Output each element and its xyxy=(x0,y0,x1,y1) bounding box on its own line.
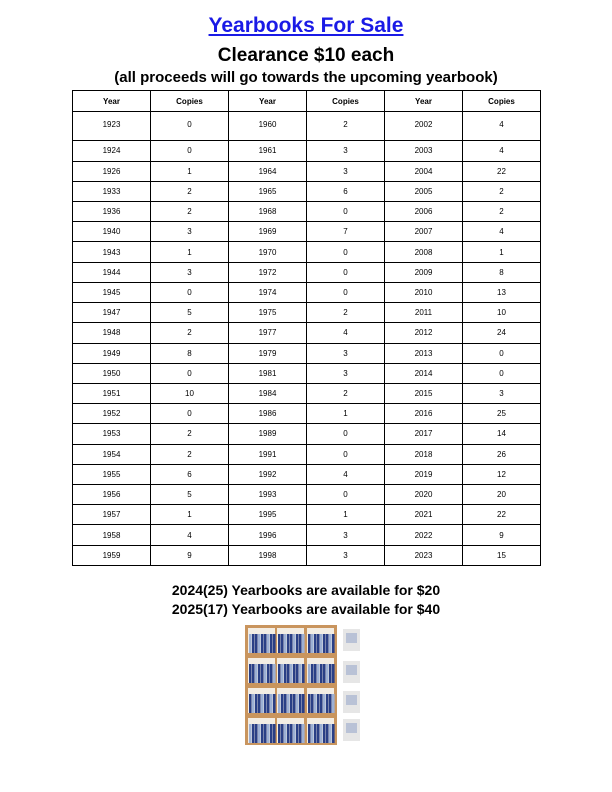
yearbook-spine xyxy=(314,694,317,713)
year-cell: 2022 xyxy=(385,525,463,545)
yearbook-spine xyxy=(290,664,293,683)
copies-cell: 0 xyxy=(151,363,229,383)
copies-cell: 7 xyxy=(307,222,385,242)
yearbook-spine xyxy=(329,664,332,683)
year-cell: 1984 xyxy=(229,383,307,403)
copies-cell: 9 xyxy=(151,545,229,565)
column-header-year-3: Year xyxy=(385,91,463,112)
copies-cell: 5 xyxy=(151,303,229,323)
yearbook-spine xyxy=(281,664,284,683)
year-cell: 1977 xyxy=(229,323,307,343)
yearbook-spine xyxy=(278,694,281,713)
copies-cell: 10 xyxy=(463,303,541,323)
year-cell: 1965 xyxy=(229,181,307,201)
column-header-copies-2: Copies xyxy=(307,91,385,112)
year-cell: 1970 xyxy=(229,242,307,262)
copies-cell: 3 xyxy=(151,262,229,282)
yearbook-spine xyxy=(258,634,261,653)
yearbook-spine xyxy=(281,634,284,653)
yearbook-spine xyxy=(311,694,314,713)
year-cell: 1950 xyxy=(73,363,151,383)
copies-cell: 4 xyxy=(463,222,541,242)
yearbook-spine xyxy=(249,634,252,653)
copies-cell: 4 xyxy=(151,525,229,545)
yearbook-spine xyxy=(290,694,293,713)
year-cell: 1957 xyxy=(73,505,151,525)
yearbook-spine xyxy=(252,724,255,743)
table-row xyxy=(73,545,541,565)
yearbook-spine xyxy=(270,634,273,653)
year-cell: 1960 xyxy=(229,112,307,141)
table-row xyxy=(73,383,541,403)
copies-cell: 4 xyxy=(307,323,385,343)
yearbook-spine xyxy=(332,634,335,653)
yearbook-spine xyxy=(264,634,267,653)
yearbook-spine xyxy=(255,694,258,713)
copies-cell: 0 xyxy=(307,282,385,302)
yearbook-spine xyxy=(326,664,329,683)
table-row xyxy=(73,112,541,141)
year-cell: 1981 xyxy=(229,363,307,383)
table-header-row xyxy=(73,91,541,112)
copies-cell: 2 xyxy=(151,201,229,221)
year-cell: 1979 xyxy=(229,343,307,363)
yearbook-spine xyxy=(302,724,305,743)
year-cell: 1989 xyxy=(229,424,307,444)
yearbook-spine xyxy=(287,634,290,653)
year-cell: 1958 xyxy=(73,525,151,545)
copies-cell: 1 xyxy=(151,505,229,525)
year-cell: 1953 xyxy=(73,424,151,444)
copies-cell: 8 xyxy=(151,343,229,363)
year-cell: 2003 xyxy=(385,141,463,161)
proceeds-note: (all proceeds will go towards the upcoming yearbook) xyxy=(114,69,498,86)
yearbook-spine xyxy=(326,724,329,743)
year-cell: 1964 xyxy=(229,161,307,181)
copies-cell: 6 xyxy=(151,464,229,484)
yearbook-spine xyxy=(296,634,299,653)
copies-cell: 8 xyxy=(463,262,541,282)
year-cell: 1933 xyxy=(73,181,151,201)
column-header-copies-3: Copies xyxy=(463,91,541,112)
yearbook-spine xyxy=(332,694,335,713)
table-row xyxy=(73,444,541,464)
year-cell: 1936 xyxy=(73,201,151,221)
copies-cell: 2 xyxy=(463,201,541,221)
year-cell: 1948 xyxy=(73,323,151,343)
copies-cell: 0 xyxy=(463,363,541,383)
yearbook-spine xyxy=(267,634,270,653)
yearbook-spine xyxy=(255,634,258,653)
year-cell: 1959 xyxy=(73,545,151,565)
yearbook-spine xyxy=(284,694,287,713)
yearbook-spine xyxy=(261,724,264,743)
copies-cell: 3 xyxy=(307,161,385,181)
copies-cell: 1 xyxy=(463,242,541,262)
copies-cell: 4 xyxy=(463,112,541,141)
yearbook-spine xyxy=(320,634,323,653)
yearbook-spine xyxy=(290,724,293,743)
column-header-year-2: Year xyxy=(229,91,307,112)
yearbook-inventory-table xyxy=(72,90,541,566)
yearbook-cover-art xyxy=(346,665,357,675)
copies-cell: 0 xyxy=(463,343,541,363)
yearbook-spine xyxy=(258,694,261,713)
copies-cell: 0 xyxy=(307,201,385,221)
yearbook-spine xyxy=(323,664,326,683)
yearbook-spine xyxy=(264,694,267,713)
yearbook-spine xyxy=(258,724,261,743)
copies-cell: 12 xyxy=(463,464,541,484)
yearbook-cover-art xyxy=(346,633,357,643)
year-cell: 1947 xyxy=(73,303,151,323)
yearbook-spine xyxy=(255,664,258,683)
copies-cell: 2 xyxy=(307,303,385,323)
year-cell: 2016 xyxy=(385,404,463,424)
table-row xyxy=(73,242,541,262)
copies-cell: 6 xyxy=(307,181,385,201)
yearbook-spine xyxy=(278,724,281,743)
copies-cell: 3 xyxy=(463,383,541,403)
yearbook-spine xyxy=(326,694,329,713)
year-cell: 2011 xyxy=(385,303,463,323)
table-row xyxy=(73,404,541,424)
copies-cell: 1 xyxy=(151,242,229,262)
copies-cell: 20 xyxy=(463,485,541,505)
copies-cell: 1 xyxy=(151,161,229,181)
yearbook-spine xyxy=(329,634,332,653)
yearbook-spine xyxy=(293,694,296,713)
yearbook-spine xyxy=(264,724,267,743)
yearbook-spine xyxy=(308,694,311,713)
clearance-price: Clearance $10 each xyxy=(217,45,395,66)
year-cell: 2018 xyxy=(385,444,463,464)
yearbook-spine xyxy=(281,724,284,743)
table-row xyxy=(73,343,541,363)
yearbook-spine xyxy=(249,664,252,683)
copies-cell: 3 xyxy=(307,363,385,383)
copies-cell: 2 xyxy=(307,112,385,141)
copies-cell: 22 xyxy=(463,161,541,181)
table-row xyxy=(73,464,541,484)
table-row xyxy=(73,161,541,181)
yearbook-spine xyxy=(332,664,335,683)
table-row xyxy=(73,525,541,545)
copies-cell: 0 xyxy=(151,112,229,141)
yearbook-spine xyxy=(270,664,273,683)
yearbook-spine xyxy=(273,694,276,713)
yearbook-spine xyxy=(293,634,296,653)
yearbook-spine xyxy=(320,724,323,743)
year-cell: 2023 xyxy=(385,545,463,565)
table-row xyxy=(73,222,541,242)
copies-cell: 22 xyxy=(463,505,541,525)
copies-cell: 2 xyxy=(463,181,541,201)
year-cell: 1991 xyxy=(229,444,307,464)
year-cell: 1944 xyxy=(73,262,151,282)
yearbook-spine xyxy=(311,634,314,653)
year-cell: 2012 xyxy=(385,323,463,343)
year-cell: 1986 xyxy=(229,404,307,424)
year-cell: 1969 xyxy=(229,222,307,242)
table-row xyxy=(73,201,541,221)
column-header-copies-1: Copies xyxy=(151,91,229,112)
year-cell: 1926 xyxy=(73,161,151,181)
copies-cell: 4 xyxy=(463,141,541,161)
year-cell: 1954 xyxy=(73,444,151,464)
yearbook-spine xyxy=(264,664,267,683)
copies-cell: 13 xyxy=(463,282,541,302)
year-cell: 2008 xyxy=(385,242,463,262)
page-title[interactable]: Yearbooks For Sale xyxy=(208,14,404,37)
year-cell: 1949 xyxy=(73,343,151,363)
year-cell: 2017 xyxy=(385,424,463,444)
table-row xyxy=(73,424,541,444)
yearbook-spine xyxy=(326,634,329,653)
yearbook-spine xyxy=(308,634,311,653)
copies-cell: 1 xyxy=(307,404,385,424)
copies-cell: 4 xyxy=(307,464,385,484)
yearbook-spine xyxy=(320,694,323,713)
copies-cell: 2 xyxy=(307,383,385,403)
yearbook-spine xyxy=(323,724,326,743)
table-row xyxy=(73,323,541,343)
copies-cell: 0 xyxy=(307,242,385,262)
yearbook-spine xyxy=(302,634,305,653)
year-cell: 2010 xyxy=(385,282,463,302)
copies-cell: 1 xyxy=(307,505,385,525)
year-cell: 2013 xyxy=(385,343,463,363)
year-cell: 1975 xyxy=(229,303,307,323)
yearbook-spine xyxy=(323,634,326,653)
copies-cell: 0 xyxy=(151,141,229,161)
yearbook-spine xyxy=(267,694,270,713)
yearbook-spine xyxy=(308,664,311,683)
year-cell: 1995 xyxy=(229,505,307,525)
year-cell: 1993 xyxy=(229,485,307,505)
yearbook-cover-art xyxy=(346,723,357,733)
yearbook-spine xyxy=(249,694,252,713)
yearbook-spine xyxy=(261,634,264,653)
yearbook-spine xyxy=(255,724,258,743)
table-row xyxy=(73,282,541,302)
yearbook-spine xyxy=(314,724,317,743)
yearbook-spine xyxy=(317,634,320,653)
yearbook-cover-art xyxy=(346,695,357,705)
copies-cell: 24 xyxy=(463,323,541,343)
yearbook-spine xyxy=(258,664,261,683)
copies-cell: 0 xyxy=(307,424,385,444)
year-cell: 1952 xyxy=(73,404,151,424)
yearbook-spine xyxy=(299,724,302,743)
yearbook-spine xyxy=(287,694,290,713)
yearbook-spine xyxy=(296,694,299,713)
yearbook-spine xyxy=(252,694,255,713)
yearbook-spine xyxy=(296,724,299,743)
yearbook-spine xyxy=(284,664,287,683)
copies-cell: 3 xyxy=(307,141,385,161)
table-row xyxy=(73,262,541,282)
table-body xyxy=(73,112,541,566)
yearbook-spine xyxy=(267,724,270,743)
yearbook-spine xyxy=(329,694,332,713)
year-cell: 2014 xyxy=(385,363,463,383)
year-cell: 1972 xyxy=(229,262,307,282)
yearbook-spine xyxy=(270,724,273,743)
copies-cell: 0 xyxy=(307,485,385,505)
yearbook-spine xyxy=(332,724,335,743)
yearbook-spine xyxy=(261,694,264,713)
yearbook-spine xyxy=(278,634,281,653)
yearbook-spine xyxy=(317,664,320,683)
copies-cell: 0 xyxy=(307,444,385,464)
year-cell: 2015 xyxy=(385,383,463,403)
yearbook-spine xyxy=(296,664,299,683)
yearbook-spine xyxy=(287,664,290,683)
year-cell: 1945 xyxy=(73,282,151,302)
copies-cell: 25 xyxy=(463,404,541,424)
year-cell: 2005 xyxy=(385,181,463,201)
year-cell: 1998 xyxy=(229,545,307,565)
yearbook-spine xyxy=(273,664,276,683)
year-cell: 1996 xyxy=(229,525,307,545)
copies-cell: 2 xyxy=(151,424,229,444)
year-cell: 1943 xyxy=(73,242,151,262)
copies-cell: 14 xyxy=(463,424,541,444)
year-cell: 1951 xyxy=(73,383,151,403)
year-cell: 1955 xyxy=(73,464,151,484)
yearbook-spine xyxy=(273,634,276,653)
yearbook-spine xyxy=(311,724,314,743)
year-cell: 1968 xyxy=(229,201,307,221)
yearbook-spine xyxy=(273,724,276,743)
yearbook-spine xyxy=(314,634,317,653)
table-row xyxy=(73,181,541,201)
year-cell: 1923 xyxy=(73,112,151,141)
column-header-year-1: Year xyxy=(73,91,151,112)
copies-cell: 5 xyxy=(151,485,229,505)
yearbook-spine xyxy=(323,694,326,713)
yearbook-spine xyxy=(281,694,284,713)
yearbook-spine xyxy=(287,724,290,743)
table-row xyxy=(73,303,541,323)
year-cell: 2019 xyxy=(385,464,463,484)
yearbook-spine xyxy=(293,724,296,743)
copies-cell: 2 xyxy=(151,444,229,464)
yearbook-spine xyxy=(299,634,302,653)
yearbook-spine xyxy=(278,664,281,683)
yearbook-spine xyxy=(311,664,314,683)
year-cell: 1924 xyxy=(73,141,151,161)
table-row xyxy=(73,485,541,505)
yearbook-spine xyxy=(252,634,255,653)
copies-cell: 0 xyxy=(307,262,385,282)
yearbook-spine xyxy=(308,724,311,743)
yearbook-spine xyxy=(290,634,293,653)
table-row xyxy=(73,363,541,383)
yearbook-spine xyxy=(267,664,270,683)
year-cell: 1961 xyxy=(229,141,307,161)
copies-cell: 0 xyxy=(151,282,229,302)
yearbook-spine xyxy=(270,694,273,713)
copies-cell: 3 xyxy=(307,525,385,545)
yearbook-spine xyxy=(252,664,255,683)
year-cell: 2006 xyxy=(385,201,463,221)
copies-cell: 10 xyxy=(151,383,229,403)
yearbook-spine xyxy=(314,664,317,683)
yearbook-spine xyxy=(320,664,323,683)
copies-cell: 26 xyxy=(463,444,541,464)
year-cell: 1992 xyxy=(229,464,307,484)
yearbook-shelf-photo xyxy=(245,625,362,745)
yearbook-spine xyxy=(302,694,305,713)
yearbook-spine xyxy=(293,664,296,683)
year-cell: 2009 xyxy=(385,262,463,282)
yearbook-spine xyxy=(299,694,302,713)
copies-cell: 2 xyxy=(151,323,229,343)
table-row xyxy=(73,141,541,161)
yearbook-spine xyxy=(261,664,264,683)
year-cell: 1956 xyxy=(73,485,151,505)
yearbook-spine xyxy=(317,694,320,713)
yearbook-spine xyxy=(284,724,287,743)
yearbook-spine xyxy=(299,664,302,683)
year-cell: 2002 xyxy=(385,112,463,141)
yearbook-spine xyxy=(302,664,305,683)
year-cell: 2007 xyxy=(385,222,463,242)
copies-cell: 3 xyxy=(307,343,385,363)
copies-cell: 0 xyxy=(151,404,229,424)
copies-cell: 3 xyxy=(307,545,385,565)
yearbook-spine xyxy=(317,724,320,743)
offer-2024: 2024(25) Yearbooks are available for $20 xyxy=(171,582,441,598)
copies-cell: 9 xyxy=(463,525,541,545)
copies-cell: 15 xyxy=(463,545,541,565)
yearbook-spine xyxy=(249,724,252,743)
year-cell: 1940 xyxy=(73,222,151,242)
year-cell: 2021 xyxy=(385,505,463,525)
year-cell: 1974 xyxy=(229,282,307,302)
table-row xyxy=(73,505,541,525)
copies-cell: 2 xyxy=(151,181,229,201)
year-cell: 2020 xyxy=(385,485,463,505)
offer-2025: 2025(17) Yearbooks are available for $40 xyxy=(171,601,441,617)
copies-cell: 3 xyxy=(151,222,229,242)
year-cell: 2004 xyxy=(385,161,463,181)
yearbook-spine xyxy=(329,724,332,743)
yearbook-spine xyxy=(284,634,287,653)
